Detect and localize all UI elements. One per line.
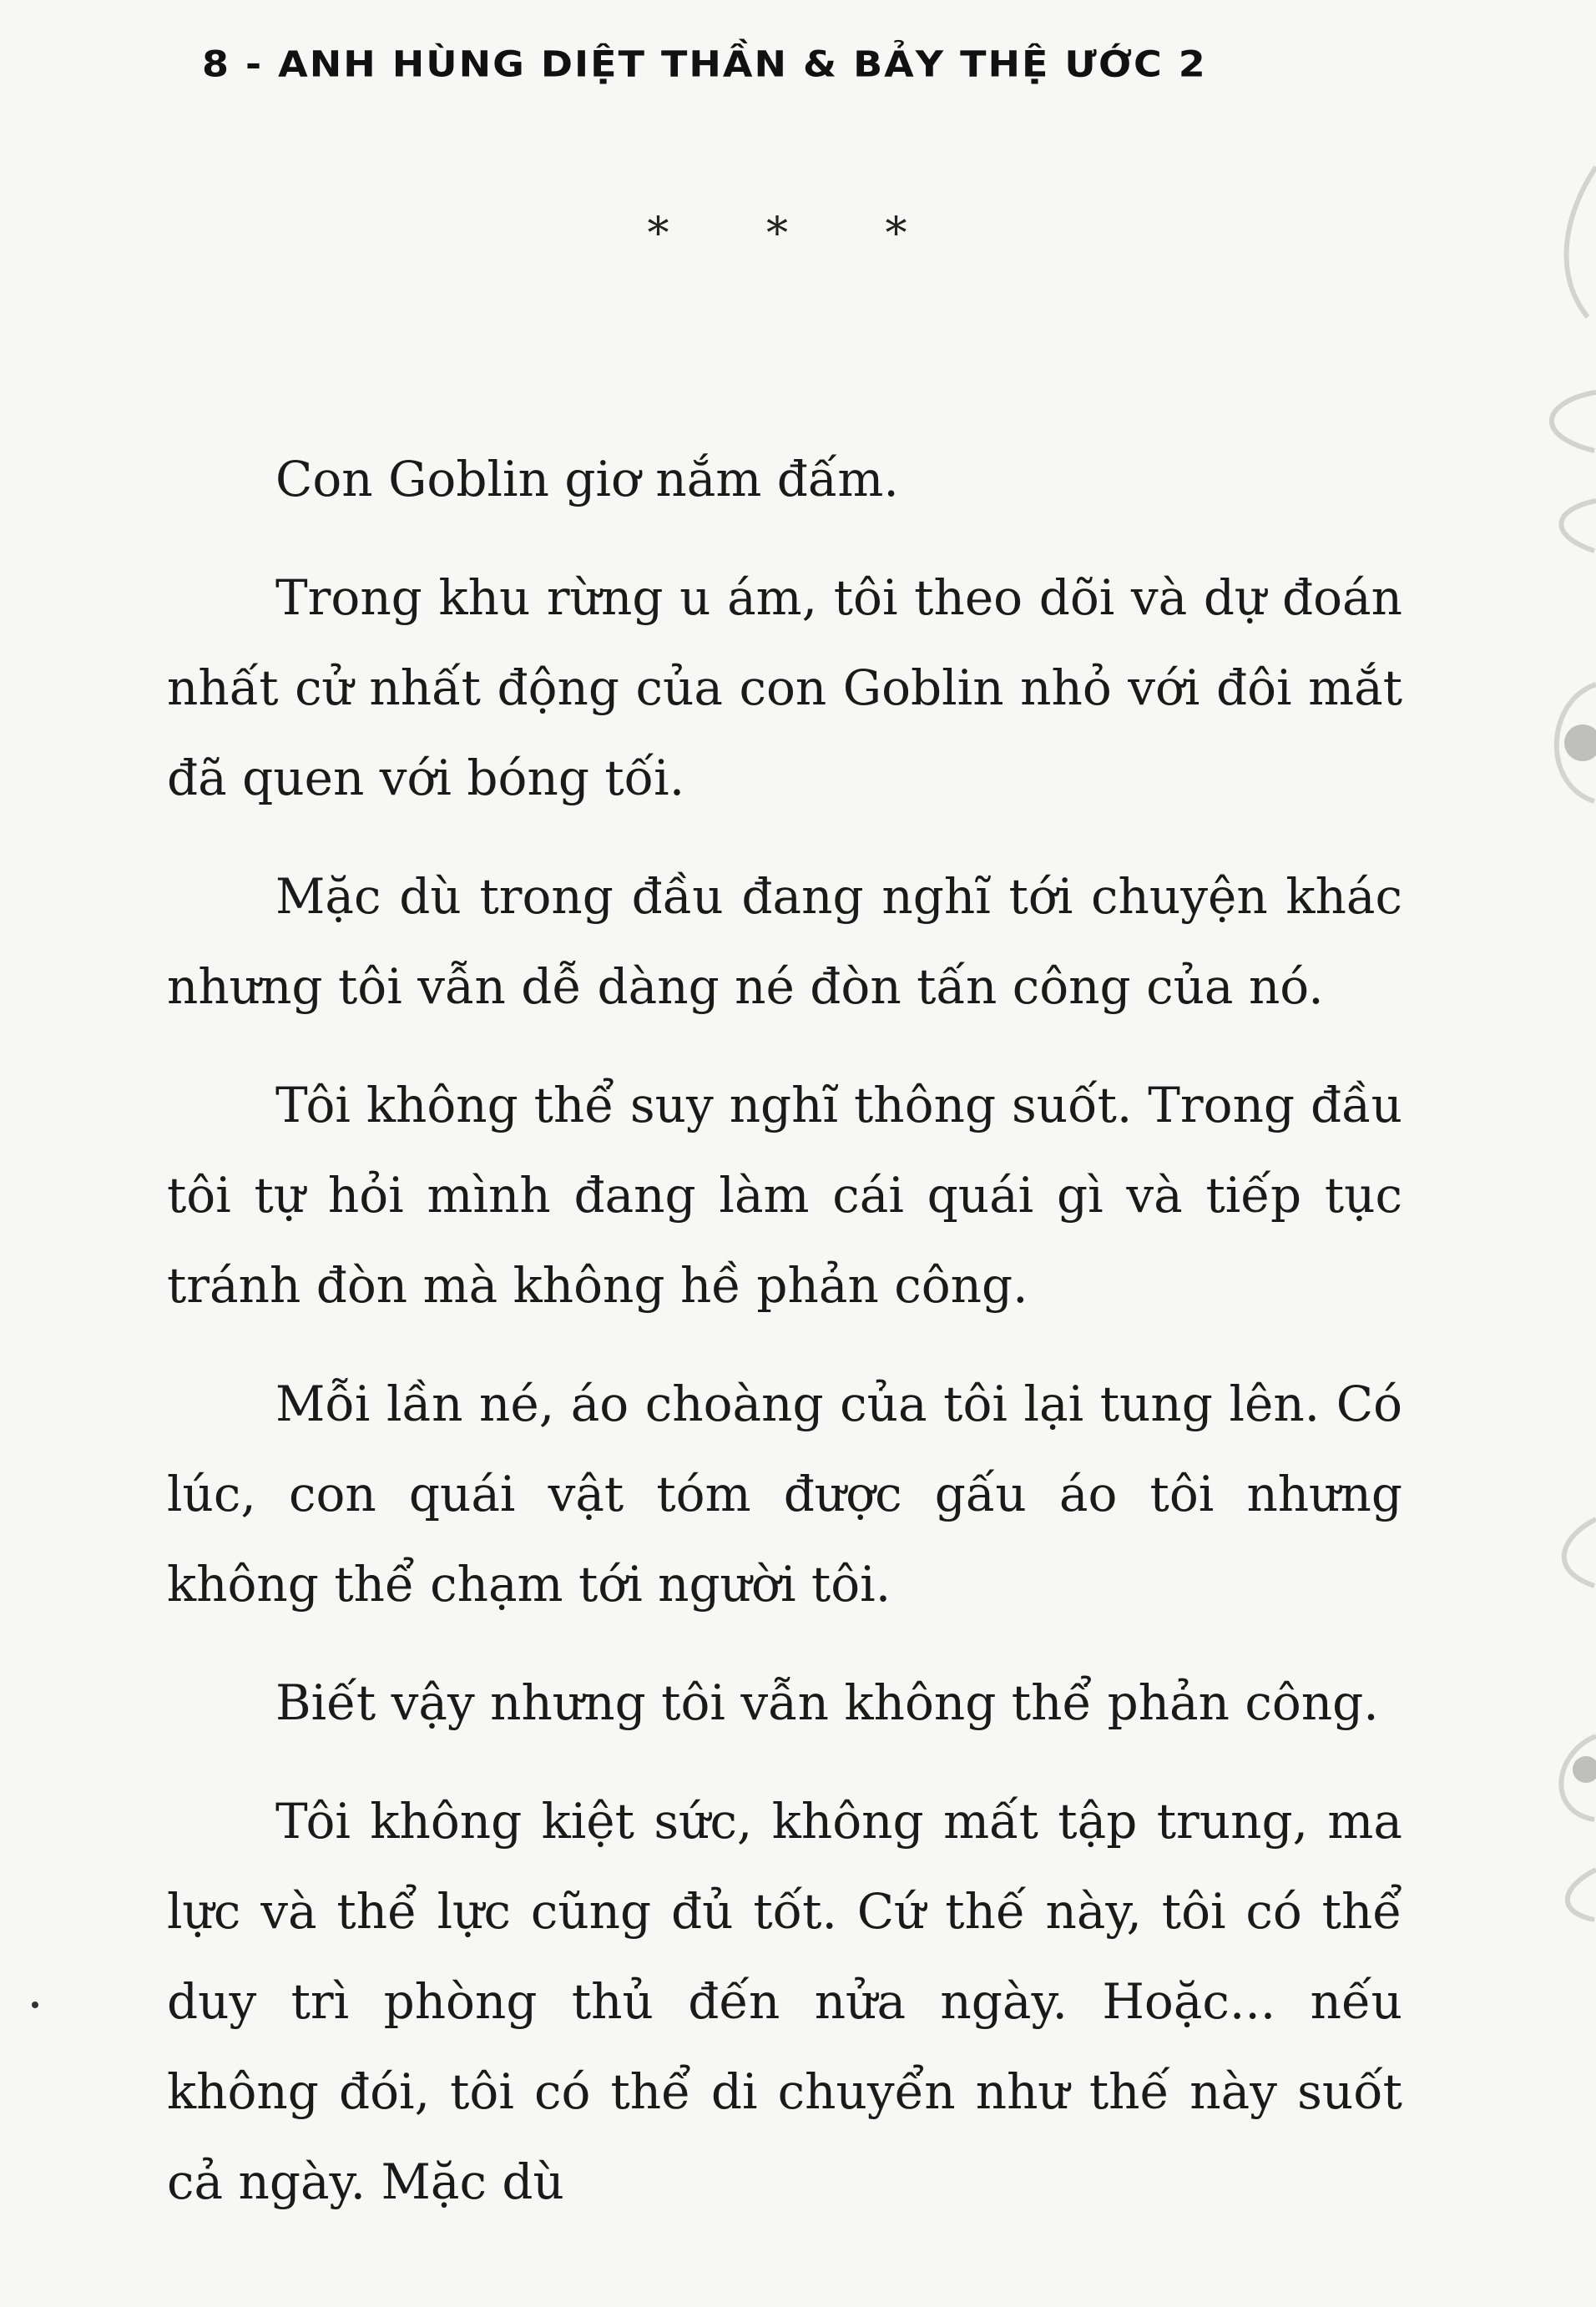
stray-ink-dot <box>32 2002 38 2008</box>
running-header: 8 - ANH HÙNG DIỆT THẦN & BẢY THỆ ƯỚC 2 <box>202 43 1207 85</box>
body-text <box>167 434 1402 2255</box>
page-edge-ornament <box>1496 0 1596 2307</box>
paragraph: Trong khu rừng u ám, tôi theo dõi và dự đoán nhất cử nhất động của con Goblin nhỏ với đôi mắt đã quen với bóng tối. <box>167 569 1402 806</box>
paragraph: Con Goblin giơ nắm đấm. <box>275 451 899 507</box>
paragraph: Tôi không thể suy nghĩ thông suốt. Trong đầu tôi tự hỏi mình đang làm cái quái gì và tiếp tục tránh đòn mà không hề phản công. <box>167 1077 1402 1314</box>
paragraph: Biết vậy nhưng tôi vẫn không thể phản công. <box>275 1674 1379 1731</box>
paragraph: Mặc dù trong đầu đang nghĩ tới chuyện khác nhưng tôi vẫn dễ dàng né đòn tấn công của nó. <box>167 868 1402 1015</box>
paragraph: Mỗi lần né, áo choàng của tôi lại tung lên. Có lúc, con quái vật tóm được gấu áo tôi nhưng không thể chạm tới người tôi. <box>167 1376 1402 1613</box>
paragraph: Tôi không kiệt sức, không mất tập trung, ma lực và thể lực cũng đủ tốt. Cứ thế này, tôi có thể duy trì phòng thủ đến nửa ngày. Hoặc... nếu không đói, tôi có thể di chuyển như thế này suốt cả ngày. Mặc dù <box>167 1793 1402 2210</box>
scene-break: * * * <box>647 209 949 259</box>
